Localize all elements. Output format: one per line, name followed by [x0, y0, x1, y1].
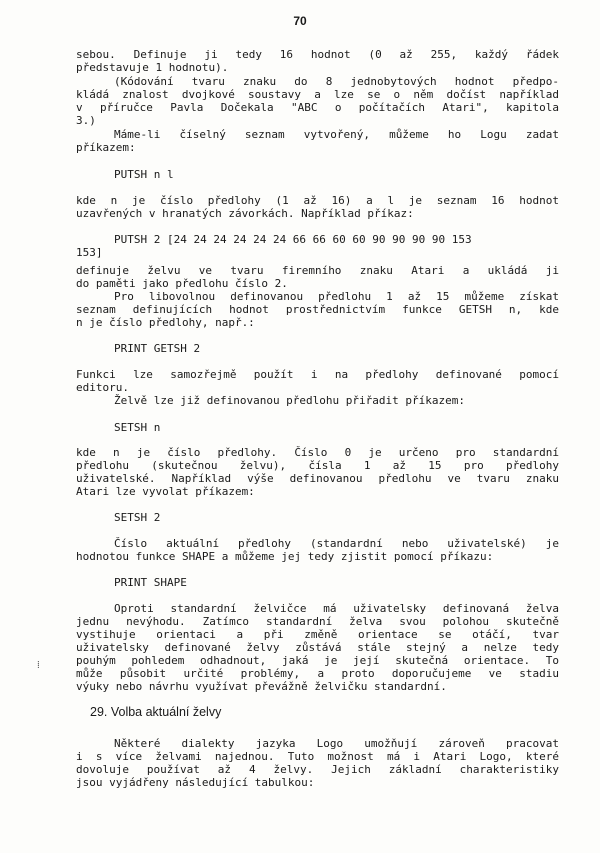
text-line: 3.)	[76, 114, 96, 127]
page-number: 70	[293, 14, 307, 28]
text-line: výuky nebo návrhu využívat převážně želvičku standardní.	[76, 680, 447, 693]
text-line: i s více želvami najednou. Tuto možnost má i Atari Logo, které	[76, 750, 559, 763]
text-line: jednu nevýhodu. Zatímco standardní želva svou polohou skutečně	[76, 615, 559, 628]
text-line: jsou vyjádřeny následující tabulkou:	[76, 776, 315, 789]
code-line: SETSH n	[114, 421, 161, 434]
code-line: SETSH 2	[114, 511, 161, 524]
code-line: PRINT GETSH 2	[114, 342, 201, 355]
text-line: Číslo aktuální předlohy (standardní nebo uživatelské) je	[114, 537, 559, 550]
text-line: uživatelské. Například výše definovanou předlohu ve tvaru znaku	[76, 472, 559, 485]
text-line: uživatelsky definované želvy zůstává stále stejný a nelze tedy	[76, 641, 559, 654]
text-line: v příručce Pavla Dočekala "ABC o počítačích Atari", kapitola	[76, 101, 559, 114]
text-line: sebou. Definuje ji tedy 16 hodnot (0 až 255, každý řádek	[76, 48, 559, 61]
text-line: vystihuje orientaci a při změně orientace se otáčí, tvar	[76, 628, 559, 641]
text-line: Pro libovolnou definovanou předlohu 1 až 15 můžeme získat	[114, 290, 559, 303]
text-line: kde n je číslo předlohy (1 až 16) a l je seznam 16 hodnot	[76, 194, 559, 207]
code-line: PUTSH 2 [24 24 24 24 24 24 66 66 60 60 90 90 90 90 153	[114, 233, 472, 246]
text-line: představuje 1 hodnotu).	[76, 61, 229, 74]
text-line: Některé dialekty jazyka Logo umožňují zároveň pracovat	[114, 737, 559, 750]
text-line: definuje želvu ve tvaru firemního znaku Atari a ukládá ji	[76, 264, 559, 277]
text-line: Funkci lze samozřejmě použít i na předlohy definované pomocí	[76, 368, 559, 381]
text-line: předlohu (skutečnou želvu), čísla 1 až 15 pro předlohy	[76, 459, 559, 472]
text-line: do paměti jako předlohu číslo 2.	[76, 277, 288, 290]
text-line: Oproti standardní želvičce má uživatelsky definovaná želva	[114, 602, 559, 615]
text-line: dovoluje používat až 4 želvy. Jejich základní charakteristiky	[76, 763, 559, 776]
text-line: n je číslo předlohy, např.:	[76, 316, 255, 329]
text-line: kde n je číslo předlohy. Číslo 0 je určeno pro standardní	[76, 446, 559, 459]
code-line: PUTSH n l	[114, 168, 174, 181]
text-line: pouhým pohledem odhadnout, jaká je její skutečná orientace. To	[76, 654, 559, 667]
text-line: Máme-li číselný seznam vytvořený, můžeme ho Logu zadat	[114, 128, 559, 141]
text-line: (Kódování tvaru znaku do 8 jednobytových hodnot předpo-	[114, 75, 559, 88]
text-line: editoru.	[76, 381, 129, 394]
text-line: hodnotou funkce SHAPE a můžeme jej tedy zjistit pomocí příkazu:	[76, 550, 494, 563]
section-heading: 29. Volba aktuální želvy	[90, 705, 222, 719]
code-line: 153]	[76, 246, 103, 259]
code-line: PRINT SHAPE	[114, 576, 187, 589]
text-line: Atari lze vyvolat příkazem:	[76, 485, 255, 498]
text-line: uzavřených v hranatých závorkách. Například příkaz:	[76, 207, 414, 220]
text-line: Želvě lze již definovanou předlohu přiřadit příkazem:	[114, 394, 465, 407]
margin-mark: ⁞	[37, 660, 40, 671]
text-line: může působit určité problémy, a proto doporučujeme ve stadiu	[76, 667, 559, 680]
text-line: kládá znalost dvojkové soustavy a lze se o něm dočíst například	[76, 88, 559, 101]
text-line: seznam definujících hodnot prostřednictvím funkce GETSH n, kde	[76, 303, 559, 316]
text-line: příkazem:	[76, 141, 136, 154]
